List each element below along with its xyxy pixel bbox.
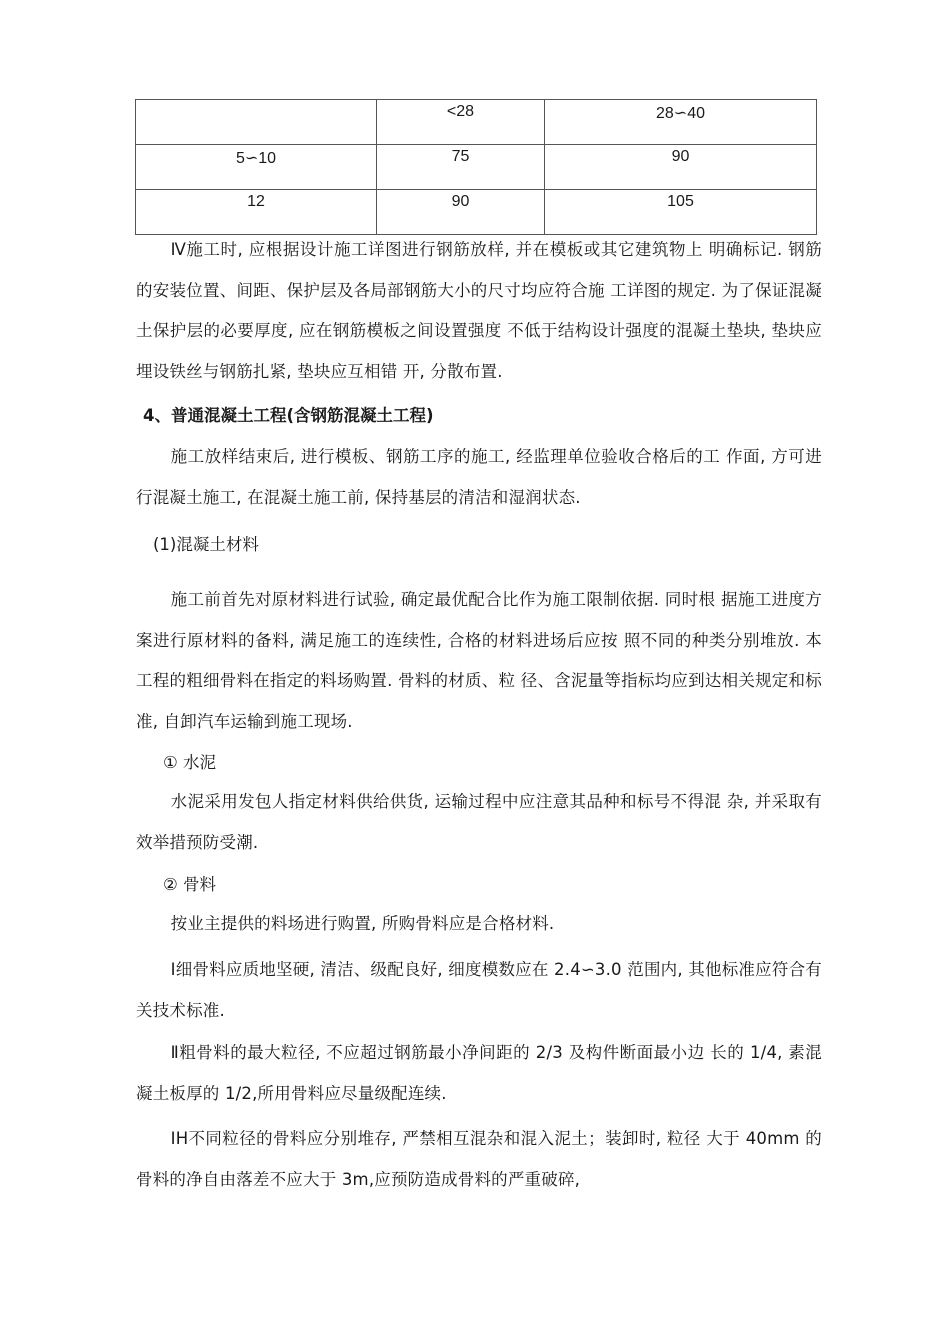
table-row	[136, 145, 817, 190]
table-cell: 5∽10	[136, 145, 377, 190]
paragraph-aggregate: 按业主提供的料场进行购置, 所购骨料应是合格材料.	[170, 914, 555, 933]
table-cell: 105	[545, 190, 817, 235]
paragraph-construction-start: 施工放样结束后, 进行模板、钢筋工序的施工, 经监理单位验收合格后的工 作面, 方可进行混凝土施工, 在混凝土施工前, 保持基层的清洁和湿润状态.	[136, 447, 822, 507]
item-heading-aggregate: ② 骨料	[163, 875, 217, 894]
table-cell: 12	[136, 190, 377, 235]
table-cell: 75	[377, 145, 545, 190]
aggregate-size-table	[135, 99, 817, 235]
table-cell: 90	[377, 190, 545, 235]
subsection-heading-materials: (1)混凝土材料	[153, 535, 259, 554]
table-row	[136, 100, 817, 145]
paragraph-fine-aggregate: Ⅰ细骨料应质地坚硬, 清洁、级配良好, 细度模数应在 2.4∽3.0 范围内, 其他标准应符合有关技术标准.	[136, 960, 822, 1020]
paragraph-cement: 水泥采用发包人指定材料供给供货, 运输过程中应注意其品种和标号不得混 杂, 并采取有效举措预防受潮.	[136, 792, 822, 852]
table-cell: 90	[545, 145, 817, 190]
table-cell: <28	[377, 100, 545, 145]
paragraph-coarse-aggregate: Ⅱ粗骨料的最大粒径, 不应超过钢筋最小净间距的 2/3 及构件断面最小边 长的 1/4, 素混凝土板厚的 1/2,所用骨料应尽量级配连续.	[136, 1043, 822, 1103]
paragraph-materials: 施工前首先对原材料进行试验, 确定最优配合比作为施工限制依据. 同时根 据施工进度方案进行原材料的备料, 满足施工的连续性, 合格的材料进场后应按 照不同的种类分别堆放. 本工程的粗细骨料在指定的料场购置. 骨料的材质、粒 径、含泥量等指标均应到达相关规定和标准, 自卸汽车运输到施工现场.	[136, 590, 822, 731]
item-heading-cement: ① 水泥	[163, 753, 217, 772]
table-row	[136, 190, 817, 235]
paragraph-rebar-layout: Ⅳ施工时, 应根据设计施工详图进行钢筋放样, 并在模板或其它建筑物上 明确标记. 钢筋的安装位置、间距、保护层及各局部钢筋大小的尺寸均应符合施 工详图的规定. 为了保证混凝土保护层的必要厚度, 应在钢筋模板之间设置强度 不低于结构设计强度的混凝土垫块, 垫块应埋设铁丝与钢筋扎紧, 垫块应互相错 开, 分散布置.	[136, 240, 822, 381]
section-heading-concrete: 4、普通混凝土工程(含钢筋混凝土工程)	[143, 406, 434, 425]
paragraph-aggregate-storage: IH不同粒径的骨料应分别堆存, 严禁相互混杂和混入泥土；装卸时, 粒径 大于 40mm 的骨料的净自由落差不应大于 3m,应预防造成骨料的严重破碎,	[136, 1129, 822, 1189]
table-cell: 28∽40	[545, 100, 817, 145]
table-cell	[136, 100, 377, 145]
